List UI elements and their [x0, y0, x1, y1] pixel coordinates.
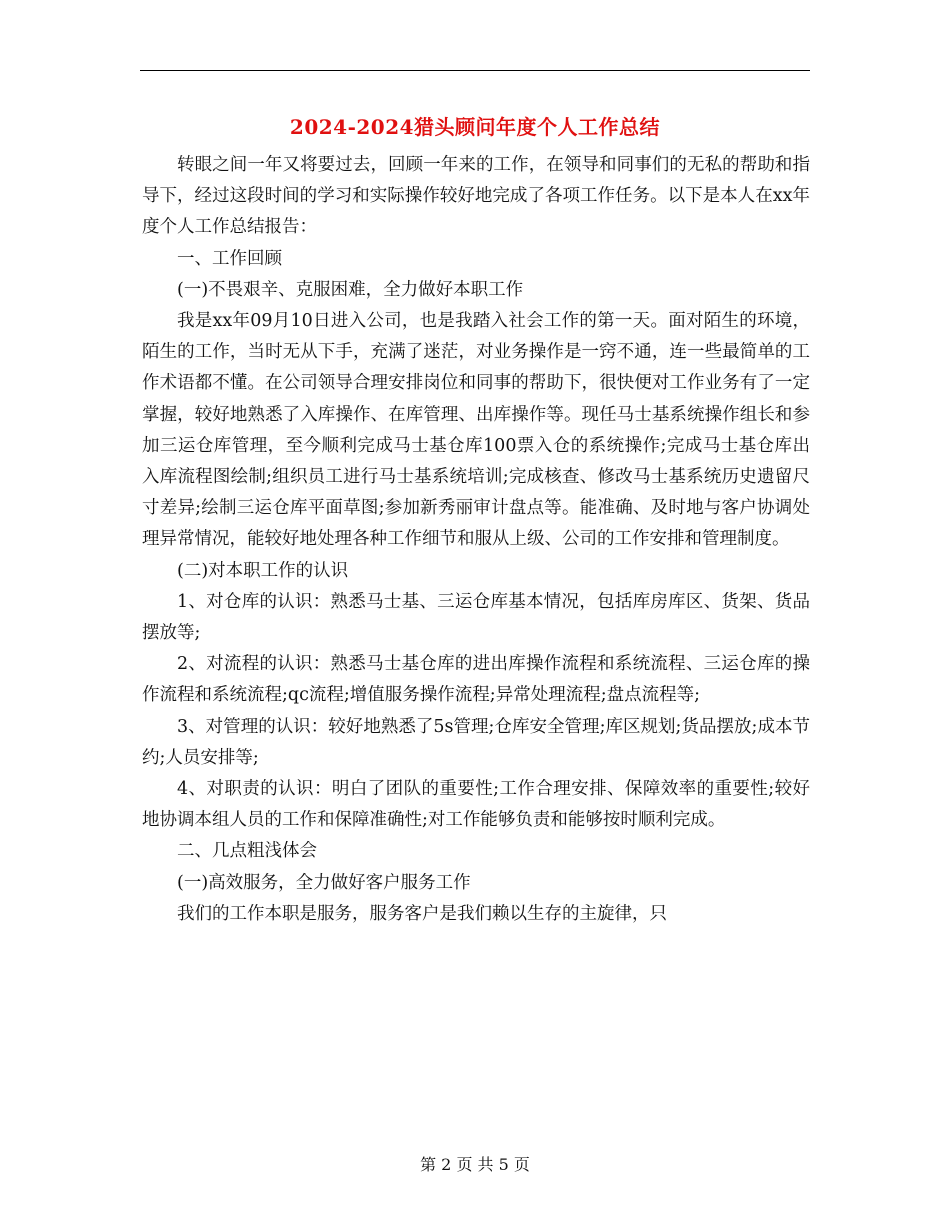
- list-item-warehouse: 1、对仓库的认识：熟悉马士基、三运仓库基本情况，包括库房库区、货架、货品摆放等;: [142, 591, 810, 644]
- paragraph-intro: 转眼之间一年又将要过去，回顾一年来的工作，在领导和同事们的无私的帮助和指导下，经过这段时间的学习和实际操作较好地完成了各项工作任务。以下是本人在xx年度个人工作总结报告：: [142, 155, 810, 238]
- list-item-process: 2、对流程的认识：熟悉马士基仓库的进出库操作流程和系统流程、三运仓库的操作流程和系统流程;qc流程;增值服务操作流程;异常处理流程;盘点流程等;: [142, 654, 810, 706]
- paragraph-service: 我们的工作本职是服务，服务客户是我们赖以生存的主旋律，只: [177, 903, 667, 924]
- subheading-understanding: (二)对本职工作的认识: [177, 560, 349, 581]
- document-title: 2024-2024猎头顾问年度个人工作总结: [289, 115, 661, 139]
- subheading-duties: (一)不畏艰辛、克服困难，全力做好本职工作: [177, 279, 524, 300]
- heading-work-review: 一、工作回顾: [177, 248, 282, 269]
- document-body: [142, 150, 810, 930]
- header-rule: [140, 70, 810, 71]
- heading-experience: 二、几点粗浅体会: [177, 841, 317, 862]
- paragraph-experience: 我是xx年09月10日进入公司，也是我踏入社会工作的第一天。面对陌生的环境，陌生的工作，当时无从下手，充满了迷茫，对业务操作是一窍不通，连一些最简单的工作术语都不懂。在公司领导合理安排岗位和同事的帮助下，很快便对工作业务有了一定掌握，较好地熟悉了入库操作、在库管理、出库操作等。现任马士基系统操作组长和参加三运仓库管理，至今顺利完成马士基仓库100票入仓的系统操作;完成马士基仓库出入库流程图绘制;组织员工进行马士基系统培训;完成核查、修改马士基系统历史遗留尺寸差异;绘制三运仓库平面草图;参加新秀丽审计盘点等。能准确、及时地与客户协调处理异常情况，能较好地处理各种工作细节和服从上级、公司的工作安排和管理制度。: [142, 311, 810, 550]
- list-item-management: 3、对管理的认识：较好地熟悉了5s管理;仓库安全管理;库区规划;货品摆放;成本节约;人员安排等;: [142, 716, 810, 768]
- subheading-service: (一)高效服务，全力做好客户服务工作: [177, 872, 471, 893]
- page-number: 第 2 页 共 5 页: [420, 1155, 530, 1174]
- list-item-responsibility: 4、对职责的认识：明白了团队的重要性;工作合理安排、保障效率的重要性;较好地协调本组人员的工作和保障准确性;对工作能够负责和能够按时顺利完成。: [142, 779, 810, 831]
